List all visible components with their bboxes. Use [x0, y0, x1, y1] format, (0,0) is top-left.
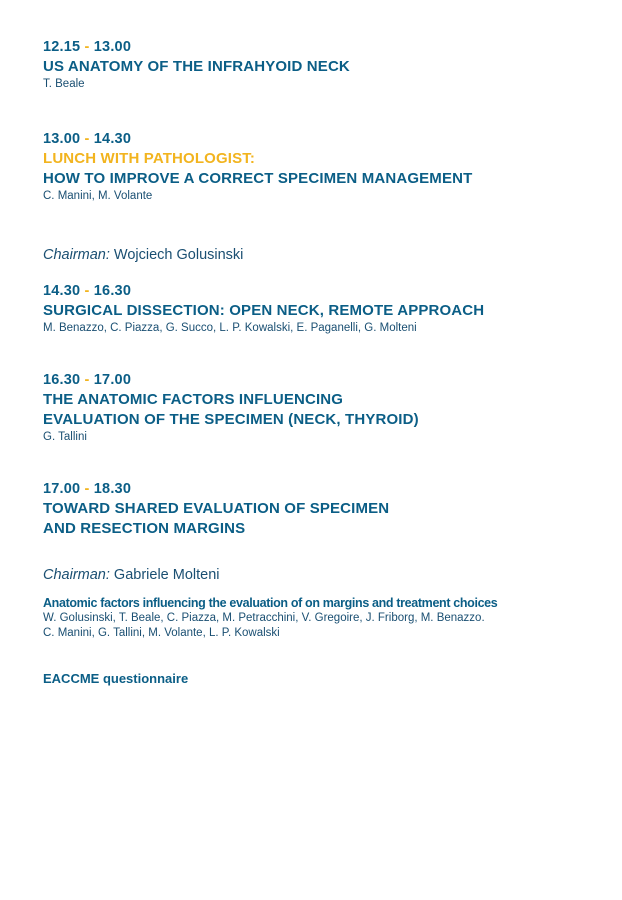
- session-title-highlight: LUNCH WITH PATHOLOGIST:: [43, 150, 256, 167]
- eaccme-questionnaire: EACCME questionnaire: [43, 671, 189, 686]
- session-title: US ANATOMY OF THE INFRAHYOID NECK: [43, 58, 350, 75]
- talk-title: Anatomic factors influencing the evaluation of on margins and treatment choices: [43, 596, 498, 610]
- session-3: [43, 282, 603, 336]
- session-title-line-1: THE ANATOMIC FACTORS INFLUENCING: [43, 391, 344, 408]
- session-speakers: M. Benazzo, C. Piazza, G. Succo, L. P. Kowalski, E. Paganelli, G. Molteni: [43, 322, 417, 334]
- session-time: 13.00 - 14.30: [43, 131, 132, 147]
- session-1: [43, 38, 603, 92]
- session-time: 16.30 - 17.00: [43, 372, 132, 388]
- talk: [43, 595, 608, 641]
- session-title: SURGICAL DISSECTION: OPEN NECK, REMOTE APPROACH: [43, 302, 485, 319]
- session-time: 12.15 - 13.00: [43, 39, 132, 55]
- chairman-2: [43, 566, 603, 584]
- session-time: 17.00 - 18.30: [43, 481, 132, 497]
- chairman-name: Gabriele Molteni: [113, 567, 220, 583]
- session-title-line-1: TOWARD SHARED EVALUATION OF SPECIMEN: [43, 500, 390, 517]
- chairman-label: Chairman:: [43, 567, 110, 583]
- session-speakers: T. Beale: [43, 78, 85, 90]
- talk-speakers-line-2: C. Manini, G. Tallini, M. Volante, L. P. Kowalski: [43, 627, 280, 639]
- session-title-line-2: AND RESECTION MARGINS: [43, 520, 246, 537]
- session-4: [43, 371, 603, 445]
- chairman-label: Chairman:: [43, 247, 110, 263]
- chairman-name: Wojciech Golusinski: [113, 247, 244, 263]
- session-2: [43, 130, 603, 204]
- session-time: 14.30 - 16.30: [43, 283, 132, 299]
- talk-speakers-line-1: W. Golusinski, T. Beale, C. Piazza, M. Petracchini, V. Gregoire, J. Friborg, M. Benazzo.: [43, 612, 485, 624]
- chairman-1: [43, 246, 603, 264]
- session-speakers: C. Manini, M. Volante: [43, 190, 153, 202]
- session-title-line-2: EVALUATION OF THE SPECIMEN (NECK, THYROID): [43, 411, 419, 428]
- session-title: HOW TO IMPROVE A CORRECT SPECIMEN MANAGEMENT: [43, 170, 473, 187]
- session-speakers: G. Tallini: [43, 431, 87, 443]
- session-5: [43, 480, 603, 539]
